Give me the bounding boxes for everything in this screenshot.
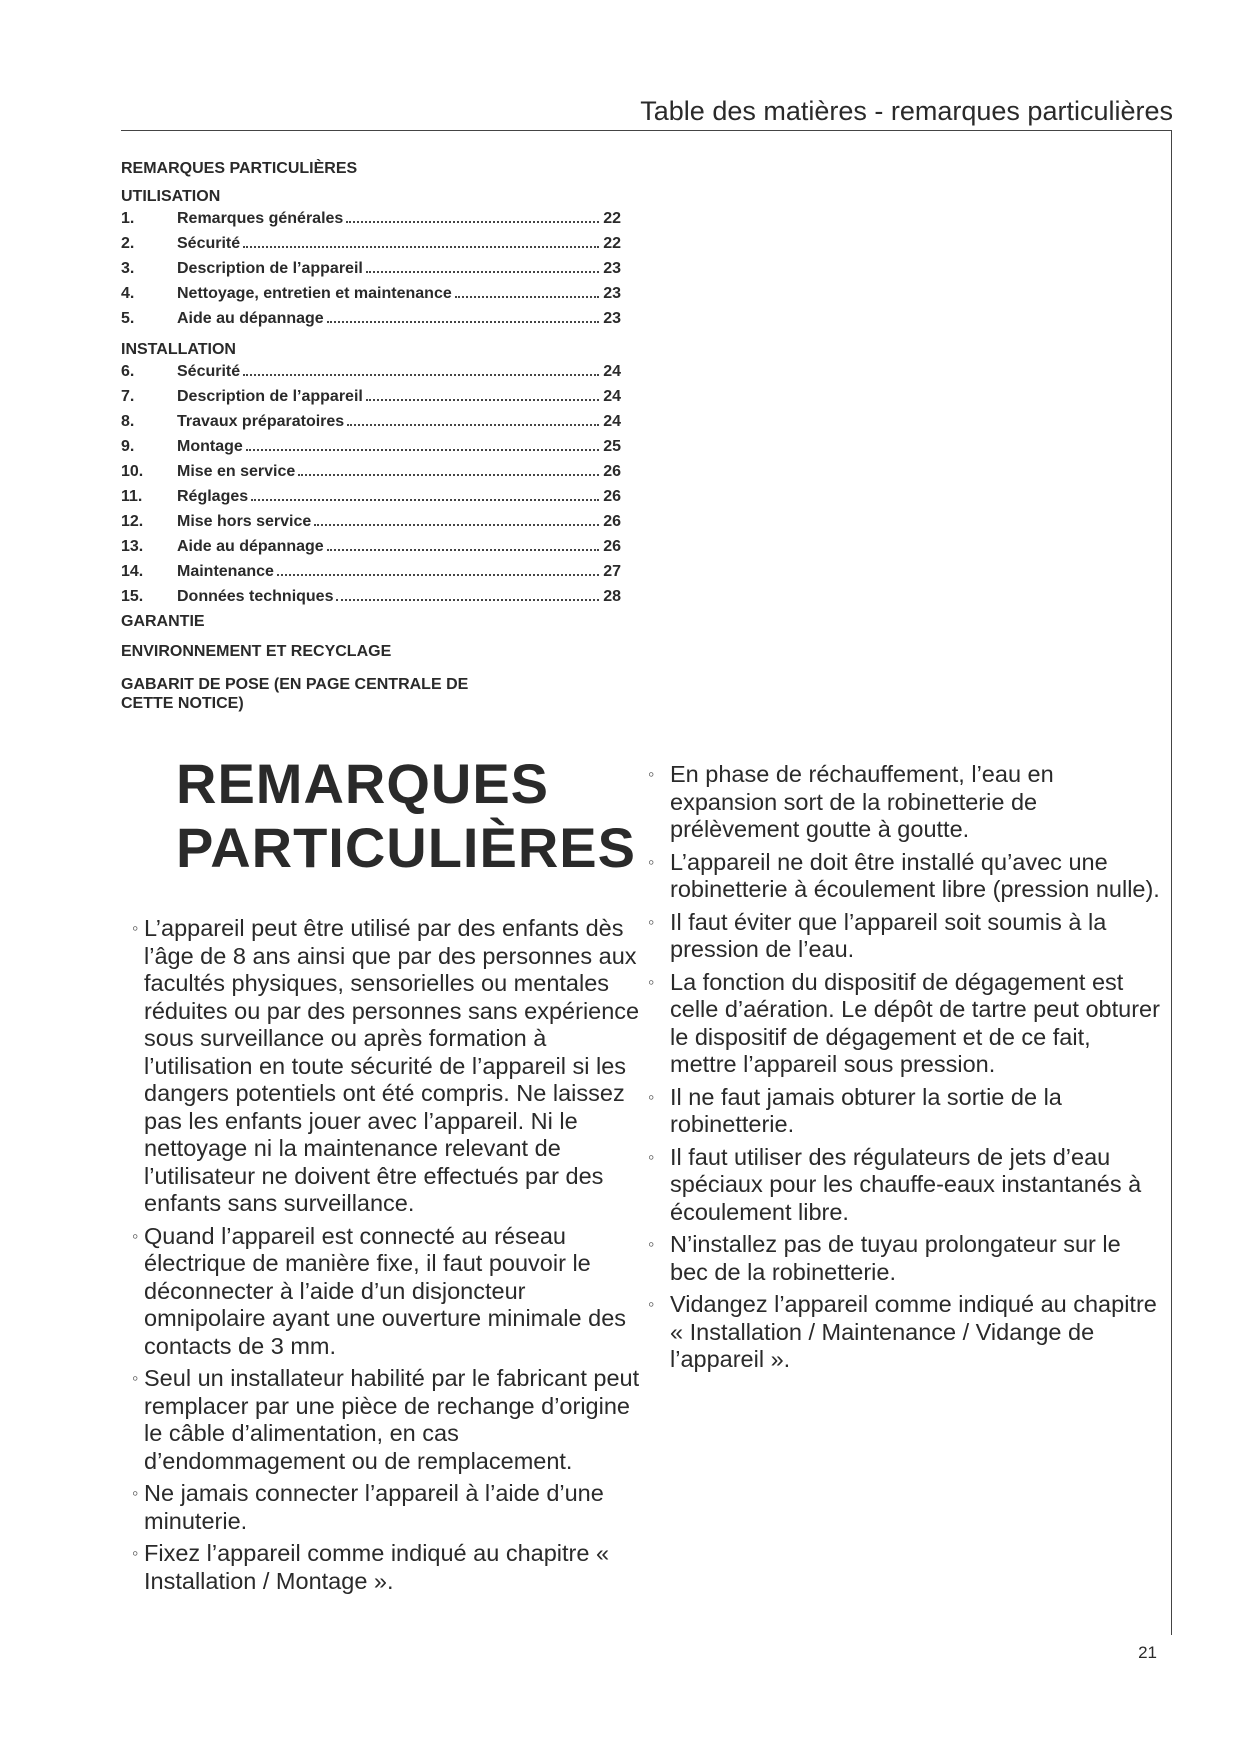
toc-entry-leader [336, 599, 599, 601]
toc-entry-title: Travaux préparatoires [177, 413, 345, 430]
toc-sections [121, 188, 621, 613]
toc-entry-leader [366, 271, 599, 273]
toc-entry-number: 10. [121, 463, 144, 480]
toc-entry-page: 23 [603, 260, 621, 277]
bullet-circle-icon: ◦ [132, 918, 139, 938]
toc-entry-page: 22 [603, 235, 621, 252]
toc-entry-number: 15. [121, 588, 144, 605]
toc-entry-number: 7. [121, 388, 135, 405]
toc-entry-page: 26 [603, 488, 621, 505]
right-margin-rule [1171, 130, 1172, 1635]
toc-entry[interactable] [121, 210, 621, 235]
toc-entry-page: 24 [603, 388, 621, 405]
toc-entry[interactable] [121, 260, 621, 285]
toc-entry[interactable] [121, 463, 621, 488]
toc-entry-number: 9. [121, 438, 135, 455]
toc-entry-leader [298, 474, 599, 476]
toc-entry-title: Mise hors service [177, 513, 312, 530]
toc-entry-title: Remarques générales [177, 210, 344, 227]
safety-note-text: En phase de réchauffement, l’eau en expansion sort de la robinetterie de prélèvement goutte à goutte. [670, 761, 1054, 842]
safety-note-item [648, 761, 1163, 844]
toc-entry-title: Description de l’appareil [177, 388, 363, 405]
toc-entry-number: 14. [121, 563, 144, 580]
toc-entry[interactable] [121, 538, 621, 563]
safety-note-text: L’appareil ne doit être installé qu’avec une robinetterie à écoulement libre (pression nulle). [670, 848, 1160, 902]
toc-entry[interactable] [121, 588, 621, 613]
bullet-circle-icon: ◦ [648, 1146, 655, 1167]
bullet-circle-icon: ◦ [132, 1483, 139, 1503]
table-of-contents [121, 160, 621, 713]
toc-entry[interactable] [121, 438, 621, 463]
toc-entry-leader [327, 321, 599, 323]
toc-entry-page: 26 [603, 513, 621, 530]
safety-notes-left-column [134, 915, 644, 1600]
toc-entry-leader [327, 549, 599, 551]
toc-entry-number: 2. [121, 235, 135, 252]
header-divider [121, 130, 1172, 131]
toc-entry-title: Sécurité [177, 363, 241, 380]
toc-entry-leader [251, 499, 599, 501]
bullet-circle-icon: ◦ [132, 1225, 139, 1246]
bullet-circle-icon: ◦ [648, 911, 655, 932]
safety-note-text: La fonction du dispositif de dégagement est celle d’aération. Le dépôt de tartre peut obturer le dispositif de dégagement et de ce fait, mettre l’appareil sous pression. [670, 968, 1160, 1077]
safety-note-item [134, 1480, 644, 1535]
toc-entry-page: 25 [603, 438, 621, 455]
toc-entry-leader [366, 399, 599, 401]
safety-note-item [648, 849, 1163, 904]
toc-entry-number: 6. [121, 363, 135, 380]
toc-heading-garantie[interactable]: GARANTIE [121, 613, 205, 630]
safety-note-text: Ne jamais connecter l’appareil à l’aide d’une minuterie. [144, 1480, 604, 1534]
toc-entry-page: 22 [603, 210, 621, 227]
toc-entry[interactable] [121, 363, 621, 388]
section-title-line-2: PARTICULIÈRES [176, 816, 636, 879]
safety-note-text: Il faut éviter que l’appareil soit soumis à la pression de l’eau. [670, 908, 1107, 962]
toc-entry-number: 4. [121, 285, 135, 302]
safety-note-item [134, 1223, 644, 1361]
toc-gabarit-line-2: CETTE NOTICE) [121, 695, 244, 712]
toc-entry[interactable] [121, 563, 621, 588]
bullet-circle-icon: ◦ [648, 1294, 655, 1314]
toc-entry[interactable] [121, 235, 621, 260]
toc-entry-title: Nettoyage, entretien et maintenance [177, 285, 452, 302]
section-title-line-1: REMARQUES [176, 752, 550, 815]
toc-entry[interactable] [121, 488, 621, 513]
safety-note-item [648, 1231, 1163, 1286]
toc-entry-page: 23 [603, 310, 621, 327]
toc-entry-number: 1. [121, 210, 135, 227]
bullet-circle-icon: ◦ [648, 851, 655, 872]
toc-entry-page: 28 [603, 588, 621, 605]
bullet-circle-icon: ◦ [648, 971, 655, 992]
toc-entry-number: 11. [121, 488, 143, 505]
toc-entry-leader [455, 296, 599, 298]
toc-entry-title: Aide au dépannage [177, 538, 324, 555]
toc-entry-leader [347, 424, 599, 426]
toc-entry-page: 23 [603, 285, 621, 302]
toc-entry[interactable] [121, 285, 621, 310]
toc-entry-leader [243, 246, 599, 248]
toc-entry-title: Montage [177, 438, 243, 455]
safety-note-item [648, 969, 1163, 1079]
toc-entry-page: 24 [603, 413, 621, 430]
toc-entry-page: 26 [603, 538, 621, 555]
safety-note-text: Fixez l’appareil comme indiqué au chapitre « Installation / Montage ». [144, 1540, 610, 1594]
toc-entry-leader [346, 221, 599, 223]
bullet-circle-icon: ◦ [132, 1368, 139, 1388]
toc-gabarit-line-1: GABARIT DE POSE (EN PAGE CENTRALE DE [121, 676, 469, 693]
toc-entry[interactable] [121, 413, 621, 438]
safety-note-text: Il ne faut jamais obturer la sortie de la robinetterie. [670, 1083, 1062, 1137]
toc-entry-title: Aide au dépannage [177, 310, 324, 327]
toc-entry-title: Maintenance [177, 563, 274, 580]
safety-note-item [134, 1540, 644, 1595]
safety-note-item [134, 1365, 644, 1475]
toc-entry-title: Description de l’appareil [177, 260, 363, 277]
toc-entry-number: 8. [121, 413, 135, 430]
toc-entry-leader [277, 574, 599, 576]
safety-note-text: N’installez pas de tuyau prolongateur sur le bec de la robinetterie. [670, 1231, 1121, 1285]
toc-entry-title: Données techniques [177, 588, 334, 605]
bullet-circle-icon: ◦ [132, 1543, 139, 1563]
safety-note-text: L’appareil peut être utilisé par des enfants dès l’âge de 8 ans ainsi que par des personnes aux facultés physiques, sensorielles ou mentales réduites ou par des personnes sans expérience sous surveillance ou après formation à l’utilisation en toute sécurité de l’appareil si les dangers potentiels ont été compris. Ne laissez pas les enfants jouer avec l’appareil. Ni le nettoyage ni la maintenance relevant de l’utilisateur ne doivent être effectués par des enfants sans surveillance. [144, 915, 640, 1216]
toc-entry-page: 27 [603, 563, 621, 580]
section-title [176, 752, 636, 880]
toc-entry-number: 5. [121, 310, 135, 327]
page-number: 21 [1138, 1643, 1157, 1662]
toc-entry-title: Mise en service [177, 463, 296, 480]
toc-entry[interactable] [121, 388, 621, 413]
bullet-circle-icon: ◦ [648, 1234, 655, 1254]
toc-section-heading[interactable]: UTILISATION [121, 188, 221, 205]
toc-entry-leader [243, 374, 599, 376]
safety-note-text: Il faut utiliser des régulateurs de jets d’eau spéciaux pour les chauffe-eaux instantanés à écoulement libre. [670, 1143, 1142, 1225]
page-header-title: Table des matières - remarques particulières [640, 96, 1173, 126]
safety-note-item [134, 915, 644, 1218]
safety-note-item [648, 1144, 1163, 1227]
toc-entry[interactable] [121, 310, 621, 335]
toc-heading-remarques[interactable]: REMARQUES PARTICULIÈRES [121, 160, 358, 177]
safety-notes-right-column [648, 761, 1163, 1379]
toc-entry-number: 3. [121, 260, 135, 277]
toc-entry-number: 12. [121, 513, 144, 530]
safety-note-text: Vidangez l’appareil comme indiqué au chapitre « Installation / Maintenance / Vidange de l’appareil ». [670, 1291, 1157, 1372]
bullet-circle-icon: ◦ [648, 764, 655, 784]
safety-note-item [648, 1291, 1163, 1374]
toc-entry[interactable] [121, 513, 621, 538]
safety-note-text: Quand l’appareil est connecté au réseau électrique de manière fixe, il faut pouvoir le déconnecter à l’aide d’un disjoncteur omnipolaire ayant une ouverture minimale des contacts de 3 mm. [144, 1222, 627, 1359]
toc-entry-page: 24 [603, 363, 621, 380]
toc-heading-environnement[interactable]: ENVIRONNEMENT ET RECYCLAGE [121, 643, 392, 660]
safety-note-item [648, 909, 1163, 964]
toc-heading-gabarit[interactable] [121, 675, 621, 713]
toc-entry-number: 13. [121, 538, 144, 555]
safety-note-item [648, 1084, 1163, 1139]
toc-entry-page: 26 [603, 463, 621, 480]
toc-section-heading[interactable]: INSTALLATION [121, 341, 236, 358]
bullet-circle-icon: ◦ [648, 1086, 655, 1107]
toc-entry-title: Sécurité [177, 235, 241, 252]
toc-entry-title: Réglages [177, 488, 249, 505]
toc-entry-leader [314, 524, 599, 526]
toc-entry-leader [246, 449, 599, 451]
safety-note-text: Seul un installateur habilité par le fabricant peut remplacer par une pièce de rechange d’origine le câble d’alimentation, en cas d’endommagement ou de remplacement. [144, 1365, 640, 1474]
